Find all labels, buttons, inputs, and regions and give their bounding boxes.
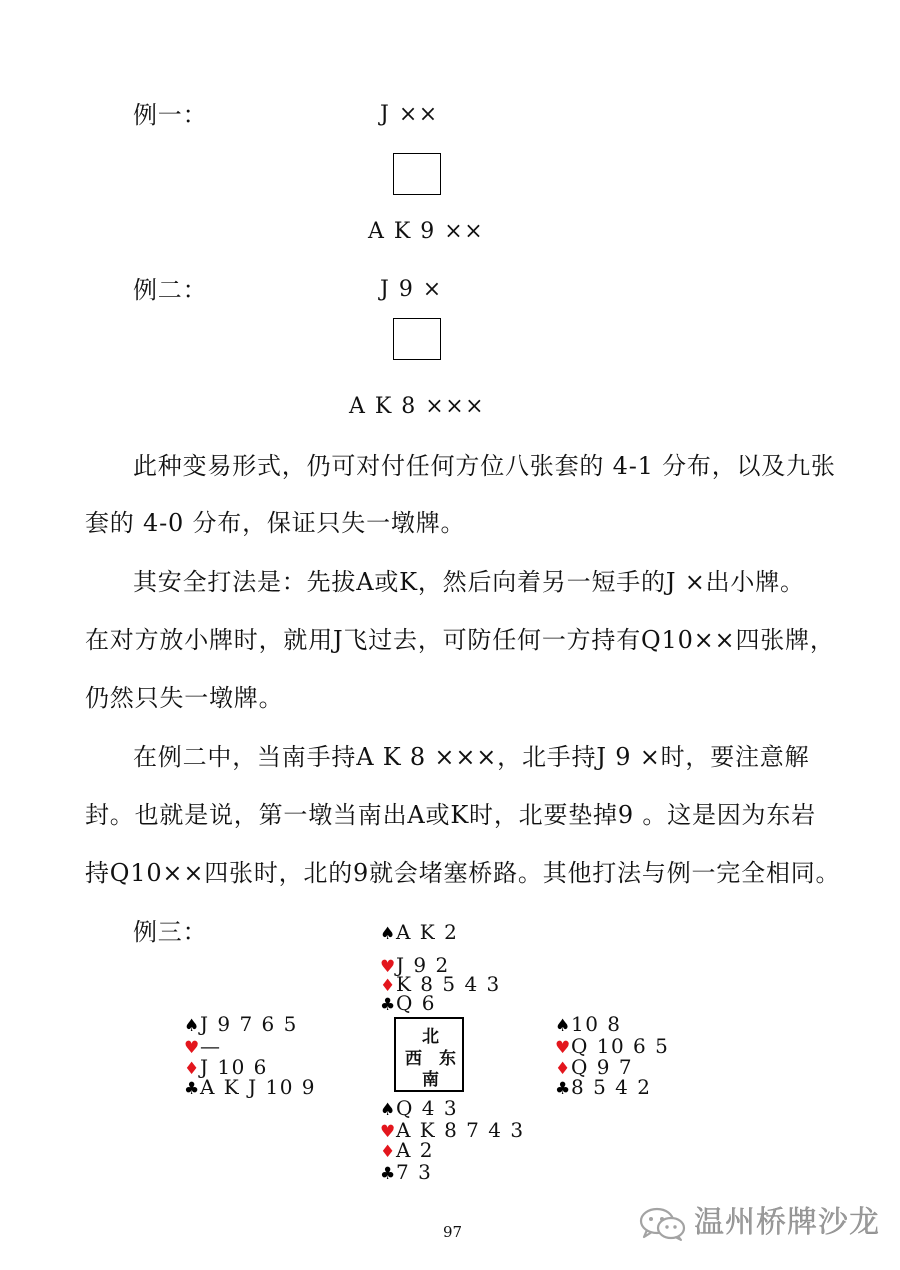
compass-east: 东 — [439, 1049, 456, 1069]
diamond-icon: ♦ — [184, 1059, 200, 1079]
south-clubs — [380, 1161, 432, 1185]
example-1-table-box — [393, 153, 441, 195]
wechat-icon — [638, 1207, 688, 1241]
south-clubs-cards: 7 3 — [396, 1160, 433, 1184]
east-diamonds-cards: Q 9 7 — [571, 1055, 634, 1079]
compass-west: 西 — [405, 1049, 422, 1069]
compass-north: 北 — [422, 1027, 439, 1047]
example-1-label: 例一： — [133, 101, 208, 129]
diamond-icon: ♦ — [380, 976, 396, 996]
east-clubs-cards: 8 5 4 2 — [571, 1075, 652, 1099]
paragraph-2-line-1: 其安全打法是：先拔A或K，然后向着另一短手的J ×出小牌。 — [133, 568, 805, 596]
diamond-icon: ♦ — [380, 1142, 396, 1162]
compass-box — [394, 1017, 464, 1092]
north-spades — [380, 921, 458, 945]
east-spades-cards: 10 8 — [571, 1012, 622, 1036]
example-2-label: 例二： — [133, 276, 208, 304]
club-icon: ♣ — [184, 1079, 200, 1099]
east-clubs — [555, 1076, 651, 1100]
heart-icon: ♥ — [380, 1122, 396, 1142]
east-hearts-cards: Q 10 6 5 — [571, 1034, 670, 1058]
paragraph-2-line-3: 仍然只失一墩牌。 — [85, 684, 284, 712]
paragraph-3-line-1: 在例二中，当南手持A K 8 ×××，北手持J 9 ×时，要注意解 — [133, 743, 810, 771]
paragraph-3-line-3: 持Q10××四张时，北的9就会堵塞桥路。其他打法与例一完全相同。 — [85, 859, 841, 887]
south-diamonds-cards: A 2 — [396, 1138, 435, 1162]
north-spades-cards: A K 2 — [396, 920, 459, 944]
heart-icon: ♥ — [555, 1038, 571, 1058]
west-clubs-cards: A K J 10 9 — [200, 1075, 317, 1099]
example-2-south-holding: A K 8 ××× — [349, 394, 486, 419]
example-3-label: 例三： — [133, 918, 208, 946]
paragraph-2-line-2: 在对方放小牌时，就用J飞过去，可防任何一方持有Q10××四张牌， — [85, 626, 835, 654]
west-clubs — [184, 1076, 316, 1100]
south-spades-cards: Q 4 3 — [396, 1096, 459, 1120]
spade-icon: ♠ — [380, 1100, 396, 1120]
south-hearts-cards: A K 8 7 4 3 — [396, 1118, 525, 1142]
example-1-north-holding: J ×× — [380, 102, 439, 127]
heart-icon: ♥ — [380, 957, 396, 977]
spade-icon: ♠ — [380, 924, 396, 944]
north-clubs — [380, 992, 436, 1016]
example-1-south-holding: A K 9 ×× — [368, 219, 485, 244]
spade-icon: ♠ — [184, 1016, 200, 1036]
spade-icon: ♠ — [555, 1016, 571, 1036]
paragraph-3-line-2: 封。也就是说，第一墩当南出A或K时，北要垫掉9 。这是因为东岩 — [85, 801, 816, 829]
west-diamonds-cards: J 10 6 — [200, 1055, 268, 1079]
club-icon: ♣ — [555, 1079, 571, 1099]
club-icon: ♣ — [380, 1164, 396, 1184]
north-hearts-cards: J 9 2 — [396, 953, 450, 977]
heart-icon: ♥ — [184, 1038, 200, 1058]
paragraph-1-line-2: 套的 4-0 分布，保证只失一墩牌。 — [85, 509, 466, 537]
page-number: 97 — [443, 1223, 463, 1241]
example-2-table-box — [393, 318, 441, 360]
west-spades-cards: J 9 7 6 5 — [200, 1012, 298, 1036]
west-hearts-cards: — — [200, 1034, 222, 1058]
diamond-icon: ♦ — [555, 1059, 571, 1079]
north-diamonds-cards: K 8 5 4 3 — [396, 972, 501, 996]
paragraph-1-line-1: 此种变易形式，仍可对付任何方位八张套的 4-1 分布，以及九张 — [133, 452, 836, 480]
example-2-north-holding: J 9 × — [380, 277, 443, 302]
north-clubs-cards: Q 6 — [396, 991, 436, 1015]
compass-south: 南 — [422, 1070, 439, 1090]
watermark-text: 温州桥牌沙龙 — [694, 1205, 880, 1240]
club-icon: ♣ — [380, 995, 396, 1015]
